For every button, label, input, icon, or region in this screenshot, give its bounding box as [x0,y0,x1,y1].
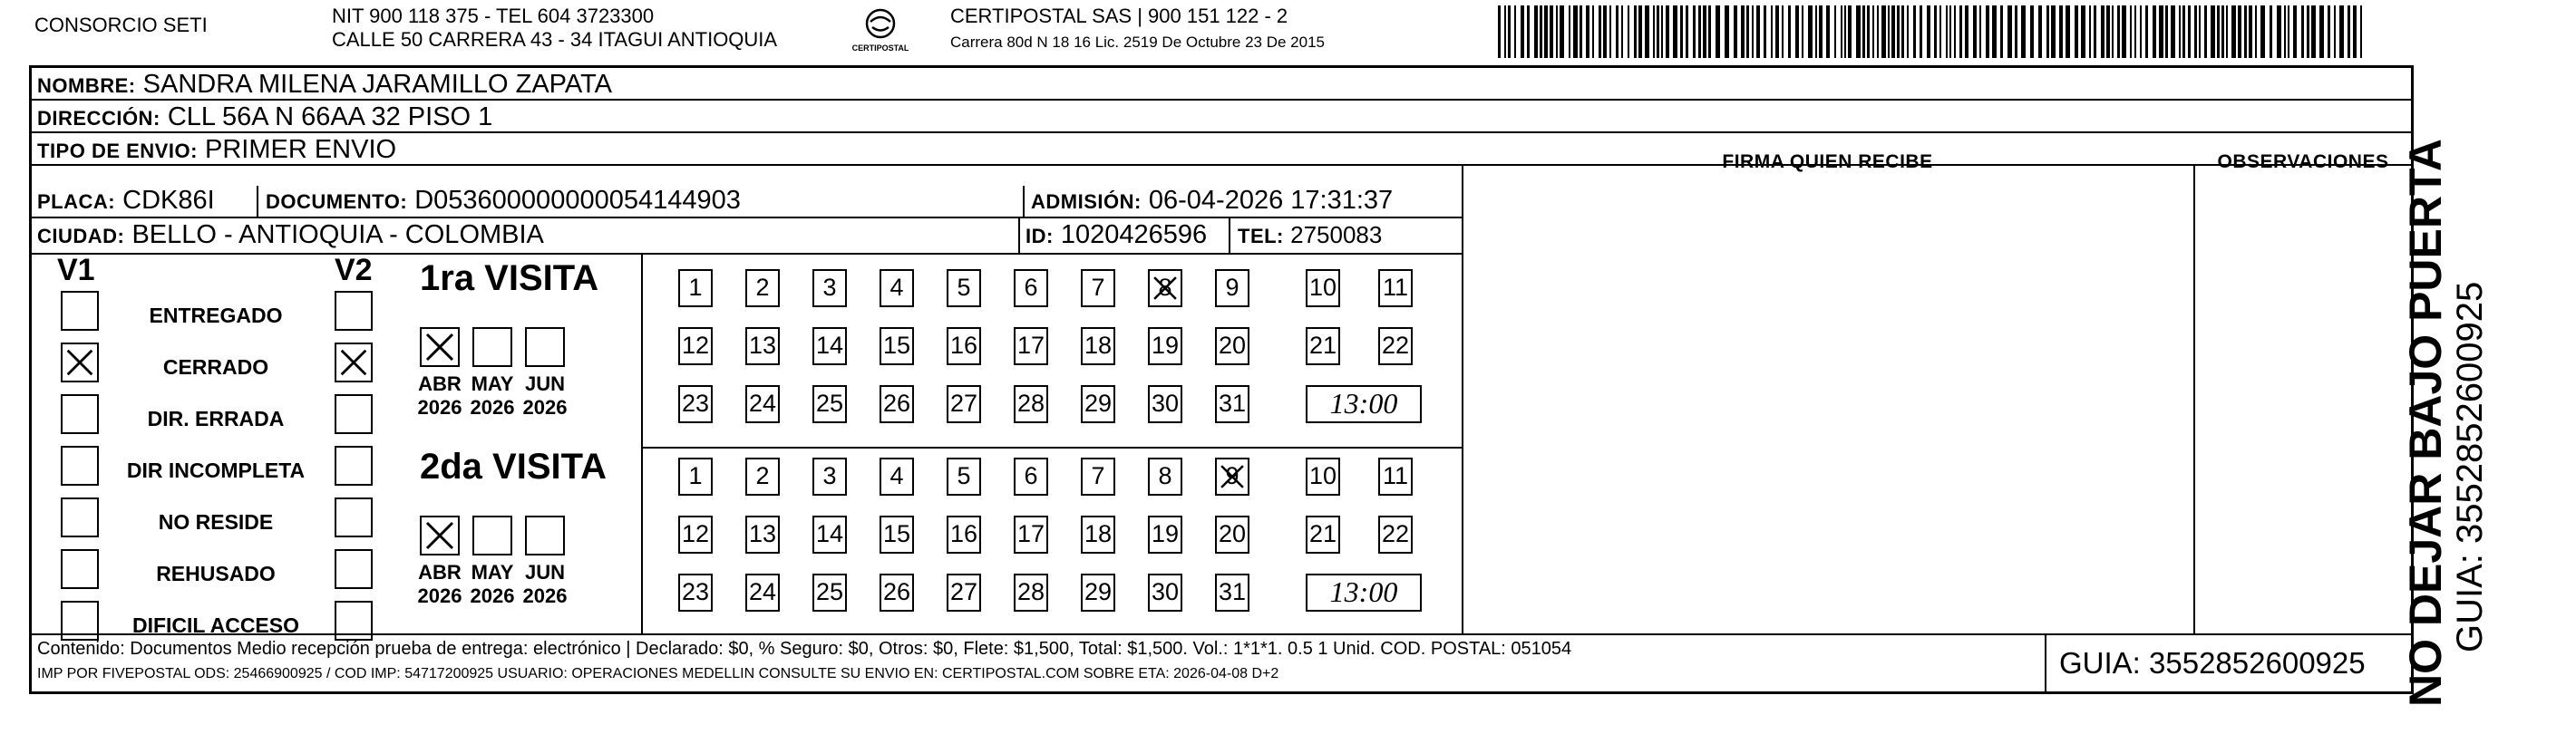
day-box[interactable]: 11 [1378,269,1413,307]
status-v2-checkbox[interactable] [335,601,373,641]
status-v2-checkbox[interactable] [335,343,373,382]
day-box[interactable]: 9 [1215,458,1249,496]
ciudad-label: CIUDAD: [37,225,125,247]
status-v2-checkbox[interactable] [335,446,373,486]
month-checkbox[interactable] [420,327,460,367]
documento-value: D053600000000054144903 [414,186,741,215]
nit-line: NIT 900 118 375 - TEL 604 3723300 [332,5,655,27]
admision-label: ADMISIÓN: [1031,190,1142,213]
observaciones-header: OBSERVACIONES [2217,151,2389,172]
status-v1-checkbox[interactable] [61,601,99,641]
certipostal-logo-icon [852,4,909,56]
id-value: 1020426596 [1060,220,1208,249]
day-box[interactable]: 29 [1081,385,1115,423]
v1-header: V1 [57,253,95,287]
direccion-field [37,102,492,133]
year-label: 2026 [522,396,568,419]
placa-value: CDK86I [122,186,215,215]
status-v2-checkbox[interactable] [335,549,373,589]
day-box[interactable]: 16 [947,327,981,365]
day-box[interactable]: 8 [1148,269,1182,307]
status-label: REHUSADO [156,562,276,585]
barcode [1498,5,2368,58]
month-label: ABR [418,372,462,395]
firma-header: FIRMA QUIEN RECIBE [1722,151,1933,172]
status-v1-checkbox[interactable] [61,497,99,537]
shipping-form [29,65,2414,694]
month-checkbox[interactable] [420,516,460,555]
day-box[interactable]: 14 [812,327,847,365]
day-box[interactable]: 29 [1081,574,1115,612]
svg-text:CERTIPOSTAL: CERTIPOSTAL [852,43,909,53]
status-v2-checkbox[interactable] [335,394,373,434]
side-guia: GUIA: 3552852600925 [2450,281,2490,652]
status-v2-checkbox[interactable] [335,291,373,331]
status-v1-checkbox[interactable] [61,291,99,331]
nombre-value: SANDRA MILENA JARAMILLO ZAPATA [142,70,612,99]
day-box[interactable]: 4 [880,458,914,496]
side-text [2401,139,2490,707]
day-box[interactable]: 28 [1014,385,1048,423]
direccion-label: DIRECCIÓN: [37,107,160,130]
tel-field [1238,220,1382,251]
day-box[interactable]: 31 [1215,385,1249,423]
day-box[interactable]: 10 [1306,269,1340,307]
day-box[interactable]: 17 [1014,327,1048,365]
day-box[interactable]: 13 [745,516,780,554]
day-box[interactable]: 8 [1148,458,1182,496]
day-box[interactable]: 14 [812,516,847,554]
day-box[interactable]: 24 [745,574,780,612]
day-box[interactable]: 10 [1306,458,1340,496]
day-box[interactable]: 11 [1378,458,1413,496]
day-box[interactable]: 18 [1081,327,1115,365]
tipo-envio-value: PRIMER ENVIO [204,135,397,164]
documento-field [266,186,741,217]
month-checkbox[interactable] [525,327,565,367]
month-checkbox[interactable] [472,516,512,555]
day-box[interactable]: 7 [1081,269,1115,307]
day-box[interactable]: 20 [1215,327,1249,365]
visit1-title: 1ra VISITA [420,258,599,298]
day-box[interactable]: 15 [880,516,914,554]
carrier-line-2: Carrera 80d N 18 16 Lic. 2519 De Octubre 23 De 2015 [950,34,1325,51]
day-box[interactable]: 2 [745,458,780,496]
id-label: ID: [1026,225,1054,247]
visit2-title: 2da VISITA [420,447,607,487]
day-box[interactable]: 22 [1378,327,1413,365]
time-box[interactable]: 13:00 [1306,385,1422,423]
placa-label: PLACA: [37,190,116,213]
documento-label: DOCUMENTO: [266,190,408,213]
footer-contenido: Contenido: Documentos Medio recepción prueba de entrega: electrónico | Declarado: $0, % Seguro: $0, Otros: $0, Flete: $1,500, Total: $1,500. Vol.: 1*1*1. 0.5 1 Unid. COD. POSTAL: 051054 [37,639,1572,659]
day-box[interactable]: 19 [1148,327,1182,365]
id-field [1026,220,1207,251]
day-box[interactable]: 3 [812,269,847,307]
day-box[interactable]: 4 [880,269,914,307]
year-label: 2026 [417,396,462,419]
month-label: JUN [524,372,565,395]
day-box[interactable]: 5 [947,269,981,307]
status-v1-checkbox[interactable] [61,343,99,382]
day-box[interactable]: 30 [1148,574,1182,612]
month-checkbox[interactable] [472,327,512,367]
status-label: ENTREGADO [149,304,283,327]
day-box[interactable]: 1 [678,458,713,496]
day-box[interactable]: 23 [678,385,713,423]
tel-value: 2750083 [1290,221,1383,248]
month-label: MAY [471,561,514,584]
day-box[interactable]: 6 [1014,269,1048,307]
day-box[interactable]: 24 [745,385,780,423]
day-box[interactable]: 21 [1306,327,1340,365]
day-box[interactable]: 12 [678,516,713,554]
day-box[interactable]: 26 [880,574,914,612]
day-box[interactable]: 17 [1014,516,1048,554]
day-box[interactable]: 13 [745,327,780,365]
day-box[interactable]: 27 [947,385,981,423]
carrier-line-1: CERTIPOSTAL SAS | 900 151 122 - 2 [950,5,1288,27]
day-box[interactable]: 6 [1014,458,1048,496]
day-box[interactable]: 25 [812,574,847,612]
direccion-value: CLL 56A N 66AA 32 PISO 1 [167,102,493,131]
day-box[interactable]: 28 [1014,574,1048,612]
day-box[interactable]: 12 [678,327,713,365]
day-box[interactable]: 26 [880,385,914,423]
day-box[interactable]: 1 [678,269,713,307]
status-v1-checkbox[interactable] [61,549,99,589]
footer-imp: IMP POR FIVEPOSTAL ODS: 25466900925 / COD IMP: 54717200925 USUARIO: OPERACIONES MEDELLIN CONSULTE SU ENVIO EN: CERTIPOSTAL.COM SOBRE ETA: 2026-04-08 D+2 [37,666,1279,681]
month-checkbox[interactable] [525,516,565,555]
day-box[interactable]: 19 [1148,516,1182,554]
day-box[interactable]: 27 [947,574,981,612]
ciudad-field [37,220,544,251]
day-box[interactable]: 30 [1148,385,1182,423]
status-label: DIR. ERRADA [147,407,285,430]
status-label: DIFICIL ACCESO [131,613,299,637]
status-label: NO RESIDE [158,510,274,534]
tipo-envio-field [37,135,396,166]
day-box[interactable]: 25 [812,385,847,423]
day-box[interactable]: 23 [678,574,713,612]
status-v2-checkbox[interactable] [335,497,373,537]
day-box[interactable]: 31 [1215,574,1249,612]
day-box[interactable]: 5 [947,458,981,496]
day-box[interactable]: 21 [1306,516,1340,554]
year-label: 2026 [470,396,515,419]
year-label: 2026 [417,584,462,607]
month-label: JUN [524,561,565,584]
placa-field [37,186,215,217]
month-label: MAY [471,372,514,395]
year-label: 2026 [470,584,515,607]
day-box[interactable]: 16 [947,516,981,554]
day-box[interactable]: 2 [745,269,780,307]
ciudad-value: BELLO - ANTIOQUIA - COLOMBIA [131,220,544,249]
footer-guia: GUIA: 3552852600925 [2059,646,2366,680]
side-title: NO DEJAR BAJO PUERTA [2400,139,2451,707]
address-line: CALLE 50 CARRERA 43 - 34 ITAGUI ANTIOQUIA [332,28,778,51]
year-label: 2026 [522,584,568,607]
v2-header: V2 [335,253,373,287]
day-box[interactable]: 9 [1215,269,1249,307]
day-box[interactable]: 22 [1378,516,1413,554]
status-label: DIR INCOMPLETA [126,459,306,482]
admision-value: 06-04-2026 17:31:37 [1148,186,1394,215]
day-box[interactable]: 3 [812,458,847,496]
tipo-envio-label: TIPO DE ENVIO: [37,140,198,162]
day-box[interactable]: 15 [880,327,914,365]
admision-field [1031,186,1393,217]
day-box[interactable]: 20 [1215,516,1249,554]
time-box[interactable]: 13:00 [1306,574,1422,612]
status-v1-checkbox[interactable] [61,394,99,434]
day-box[interactable]: 7 [1081,458,1115,496]
status-label: CERRADO [162,355,269,379]
nombre-label: NOMBRE: [37,74,136,97]
month-label: ABR [418,561,462,584]
nombre-field [37,70,612,101]
status-v1-checkbox[interactable] [61,446,99,486]
company-name: CONSORCIO SETI [34,14,208,36]
day-box[interactable]: 18 [1081,516,1115,554]
tel-label: TEL: [1238,225,1284,247]
